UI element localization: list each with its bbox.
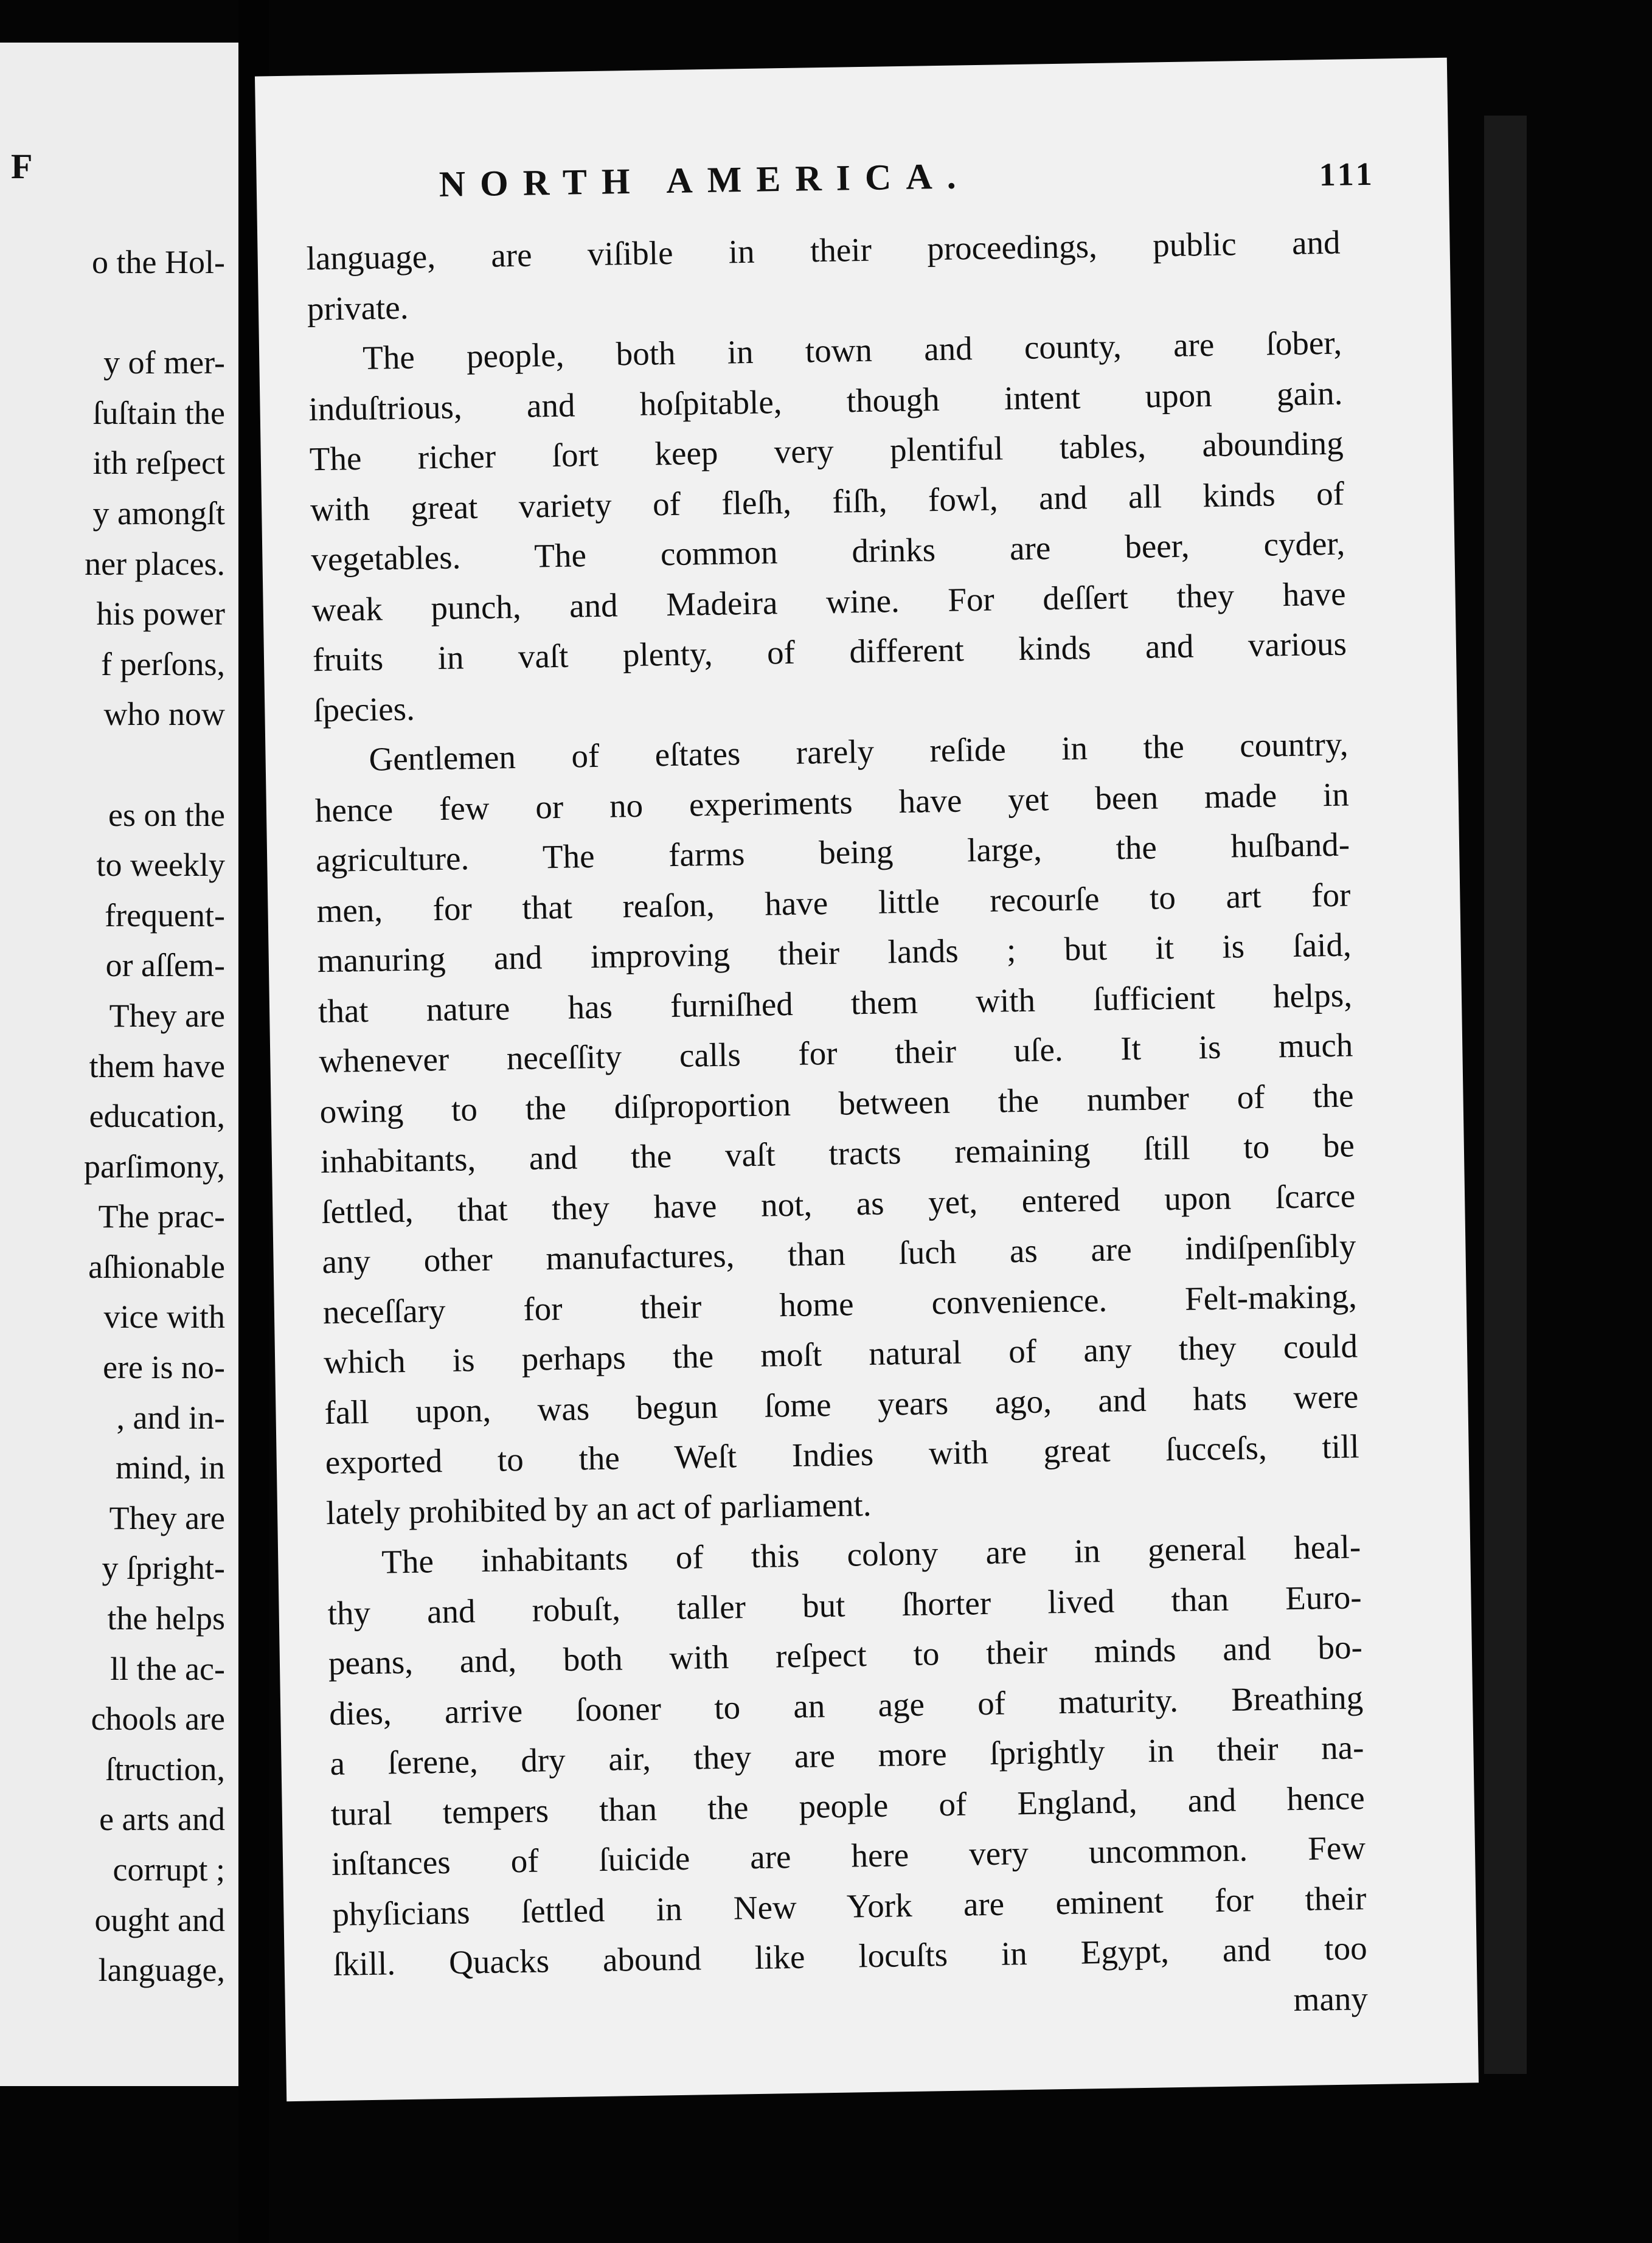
text-line: fall upon, was begun ſome years ago, and hats were <box>324 1377 1359 1431</box>
text-line: thy and robuſt, taller but ſhorter lived than Euro- <box>327 1578 1362 1632</box>
text-line: dies, arrive ſooner to an age of maturity. Breathing <box>328 1678 1364 1732</box>
text-line: lately prohibited by an act of parliament. <box>325 1485 872 1531</box>
left-line <box>0 288 225 338</box>
left-line: his power <box>96 595 225 633</box>
left-line: ll the ac- <box>110 1650 225 1687</box>
left-line: corrupt ; <box>113 1851 225 1888</box>
left-line: ſtruction, <box>105 1750 225 1787</box>
text-line: which is perhaps the moſt natural of any they could <box>323 1327 1358 1381</box>
left-line: chools are <box>91 1700 225 1738</box>
left-line: aſhionable <box>88 1248 225 1285</box>
text-line: The richer ſort keep very plentiful tables, abounding <box>309 424 1344 478</box>
left-line: who now <box>103 696 225 733</box>
left-page-lines <box>0 237 225 1995</box>
left-line: They are <box>109 1499 225 1536</box>
left-line: ſuſtain the <box>92 394 225 431</box>
left-line <box>0 740 225 790</box>
page-number: 111 <box>1319 155 1376 193</box>
left-line: e arts and <box>99 1801 225 1838</box>
text-line: with great variety of fleſh, fiſh, fowl, and all kinds of <box>310 474 1345 528</box>
text-line: peans, and, both with reſpect to their minds and bo- <box>328 1628 1363 1682</box>
paragraph-start-line: The people, both in town and county, are ſober, <box>362 324 1342 376</box>
left-page-fragment <box>0 43 238 2086</box>
right-page <box>255 58 1479 2101</box>
text-line: any other manufactures, than ſuch as are indiſpenſibly <box>322 1227 1356 1281</box>
text-line: private. <box>307 288 409 327</box>
text-line: manuring and improving their lands ; but it is ſaid, <box>317 926 1352 980</box>
left-line: o the Hol- <box>92 244 225 280</box>
text-line: men, for that reaſon, have little recourſe to art for <box>316 875 1351 929</box>
text-line: whenever neceſſity calls for their uſe. It is much <box>318 1026 1353 1080</box>
text-line: ſkill. Quacks abound like locuſts in Egypt, and too <box>333 1929 1368 1983</box>
left-running-head: F <box>11 147 35 186</box>
running-head: NORTH AMERICA. <box>439 156 971 204</box>
left-line: frequent- <box>105 896 225 934</box>
text-line: inhabitants, and the vaſt tracts remaining ſtill to be <box>320 1126 1355 1180</box>
left-line: ought and <box>94 1901 225 1938</box>
text-line: phyſicians ſettled in New York are eminent for their <box>331 1879 1367 1933</box>
text-line: weak punch, and Madeira wine. For deſſert they have <box>311 575 1347 628</box>
left-line: ner places. <box>85 545 225 582</box>
text-line: ſpecies. <box>313 690 415 729</box>
text-line: a ſerene, dry air, they are more ſprightly in their na- <box>330 1728 1364 1782</box>
left-line: the helps <box>107 1600 225 1637</box>
paragraph-start-line: The inhabitants of this colony are in general heal- <box>381 1528 1361 1581</box>
page-body-text <box>306 218 1368 2040</box>
text-line: that nature has furniſhed them with ſufficient helps, <box>318 976 1353 1030</box>
text-line: language, are viſible in their proceedings, public and <box>306 223 1341 277</box>
left-line: y amongſt <box>92 494 225 532</box>
text-line: owing to the diſproportion between the number of the <box>319 1076 1354 1130</box>
left-line: mind, in <box>115 1449 225 1486</box>
left-line: y of mer- <box>103 344 225 381</box>
text-line: ſettled, that they have not, as yet, entered upon ſcarce <box>321 1176 1356 1230</box>
paragraph-start-line: Gentlemen of eſtates rarely reſide in the country, <box>369 725 1348 778</box>
left-line: y ſpright- <box>102 1550 225 1587</box>
text-line: hence few or no experiments have yet been made in <box>314 775 1350 829</box>
left-line: parſimony, <box>84 1148 225 1185</box>
left-line: ith reſpect <box>92 445 225 482</box>
left-line: The prac- <box>98 1198 225 1235</box>
text-line: vegetables. The common drinks are beer, cyder, <box>310 524 1345 578</box>
left-line: es on the <box>108 796 225 833</box>
text-line: tural tempers than the people of England, and hence <box>330 1778 1366 1832</box>
text-line: agriculture. The farms being large, the huſband- <box>315 825 1350 879</box>
catchword: many <box>1293 1979 1369 2018</box>
text-line: neceſſary for their home convenience. Felt-making, <box>322 1277 1358 1331</box>
left-line: language, <box>98 1952 225 1989</box>
left-line: ere is no- <box>103 1349 225 1386</box>
left-line: , and in- <box>116 1399 225 1436</box>
text-line: exported to the Weſt Indies with great ſucceſs, till <box>325 1427 1360 1482</box>
left-line: to weekly <box>96 847 225 884</box>
left-line: f perſons, <box>101 645 225 682</box>
text-line: fruits in vaſt plenty, of different kinds and various <box>312 625 1347 679</box>
left-line: They are <box>109 997 225 1034</box>
left-line: or aſſem- <box>105 947 225 984</box>
text-line: induſtrious, and hoſpitable, though intent upon gain. <box>308 374 1343 428</box>
left-line: them have <box>89 1047 225 1084</box>
text-line: inſtances of ſuicide are here very uncommon. Few <box>331 1829 1366 1882</box>
left-line: vice with <box>103 1298 225 1336</box>
left-line: education, <box>89 1098 225 1135</box>
page-edge-shadow <box>1484 116 1527 2074</box>
